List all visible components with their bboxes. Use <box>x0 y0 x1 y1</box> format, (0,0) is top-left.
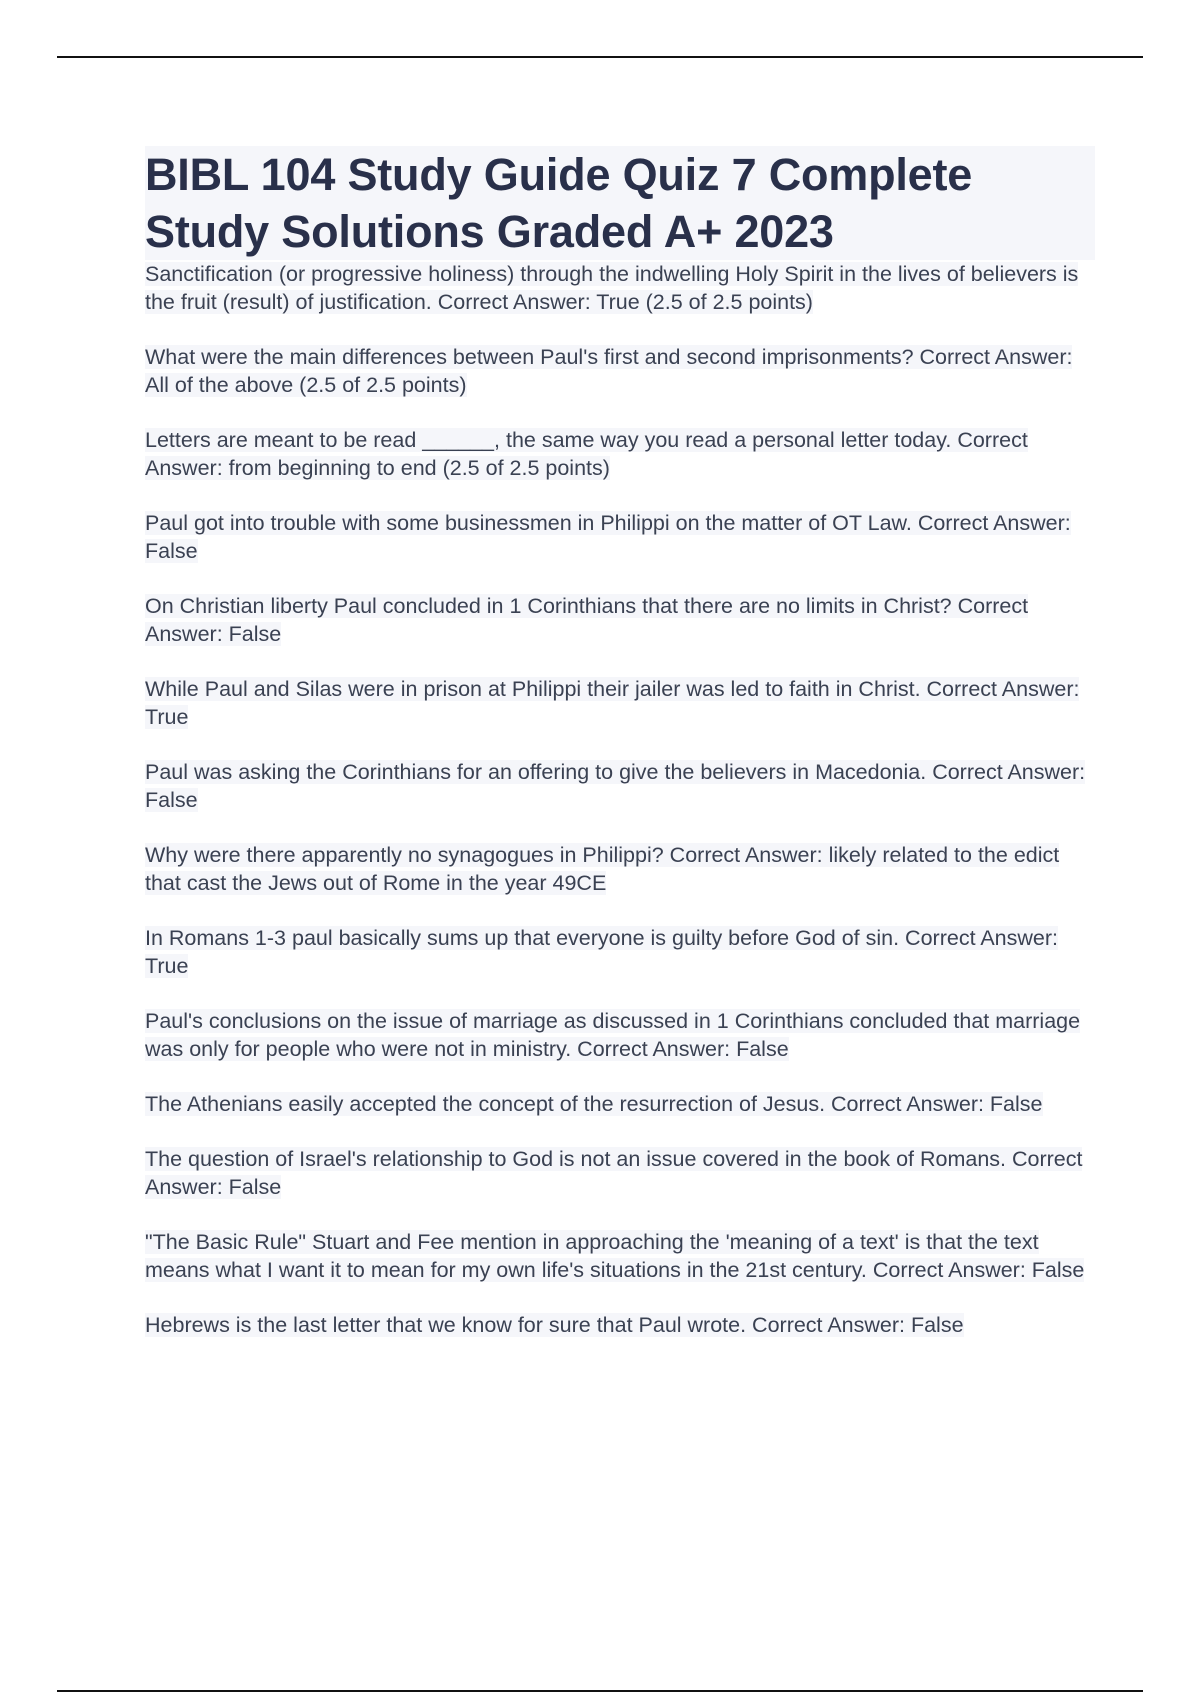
question-text: The question of Israel's relationship to God is not an issue covered in the book of Romans. Correct Answer: False <box>145 1147 1083 1199</box>
question-text: Hebrews is the last letter that we know for sure that Paul wrote. Correct Answer: False <box>145 1313 964 1337</box>
question-text: Paul was asking the Corinthians for an offering to give the believers in Macedonia. Correct Answer: False <box>145 760 1086 812</box>
document-body <box>145 146 1095 1366</box>
question-text: Why were there apparently no synagogues in Philippi? Correct Answer: likely related to the edict that cast the Jews out of Rome in the year 49CE <box>145 843 1060 895</box>
question-item <box>145 924 1095 980</box>
question-item <box>145 841 1095 897</box>
question-text: Paul got into trouble with some businessmen in Philippi on the matter of OT Law. Correct Answer: False <box>145 511 1071 563</box>
question-item <box>145 1007 1095 1063</box>
question-text: In Romans 1-3 paul basically sums up that everyone is guilty before God of sin. Correct Answer: True <box>145 926 1058 978</box>
question-text: "The Basic Rule" Stuart and Fee mention in approaching the 'meaning of a text' is that the text means what I want it to mean for my own life's situations in the 21st century. Correct Answer: False <box>145 1230 1085 1282</box>
question-text: On Christian liberty Paul concluded in 1 Corinthians that there are no limits in Christ? Correct Answer: False <box>145 594 1029 646</box>
question-item <box>145 260 1095 316</box>
question-text: The Athenians easily accepted the concept of the resurrection of Jesus. Correct Answer: False <box>145 1092 1043 1116</box>
question-text: While Paul and Silas were in prison at Philippi their jailer was led to faith in Christ. Correct Answer: True <box>145 677 1080 729</box>
question-item <box>145 592 1095 648</box>
question-item <box>145 1145 1095 1201</box>
question-item <box>145 426 1095 482</box>
question-item <box>145 758 1095 814</box>
bottom-rule <box>57 1690 1143 1692</box>
question-text: Paul's conclusions on the issue of marriage as discussed in 1 Corinthians concluded that marriage was only for people who were not in ministry. Correct Answer: False <box>145 1009 1081 1061</box>
question-list <box>145 260 1095 1339</box>
question-item <box>145 1311 1095 1339</box>
top-rule <box>57 56 1143 58</box>
question-item <box>145 1090 1095 1118</box>
question-item <box>145 675 1095 731</box>
question-text: What were the main differences between Paul's first and second imprisonments? Correct Answer: All of the above (2.5 of 2.5 points) <box>145 345 1073 397</box>
question-text: Sanctification (or progressive holiness) through the indwelling Holy Spirit in the lives of believers is the fruit (result) of justification. Correct Answer: True (2.5 of 2.5 points) <box>145 262 1079 314</box>
question-item <box>145 509 1095 565</box>
question-text: Letters are meant to be read ______, the same way you read a personal letter today. Correct Answer: from beginning to end (2.5 of 2.5 points) <box>145 428 1028 480</box>
document-title: BIBL 104 Study Guide Quiz 7 Complete Study Solutions Graded A+ 2023 <box>145 146 1095 260</box>
question-item <box>145 1228 1095 1284</box>
question-item <box>145 343 1095 399</box>
